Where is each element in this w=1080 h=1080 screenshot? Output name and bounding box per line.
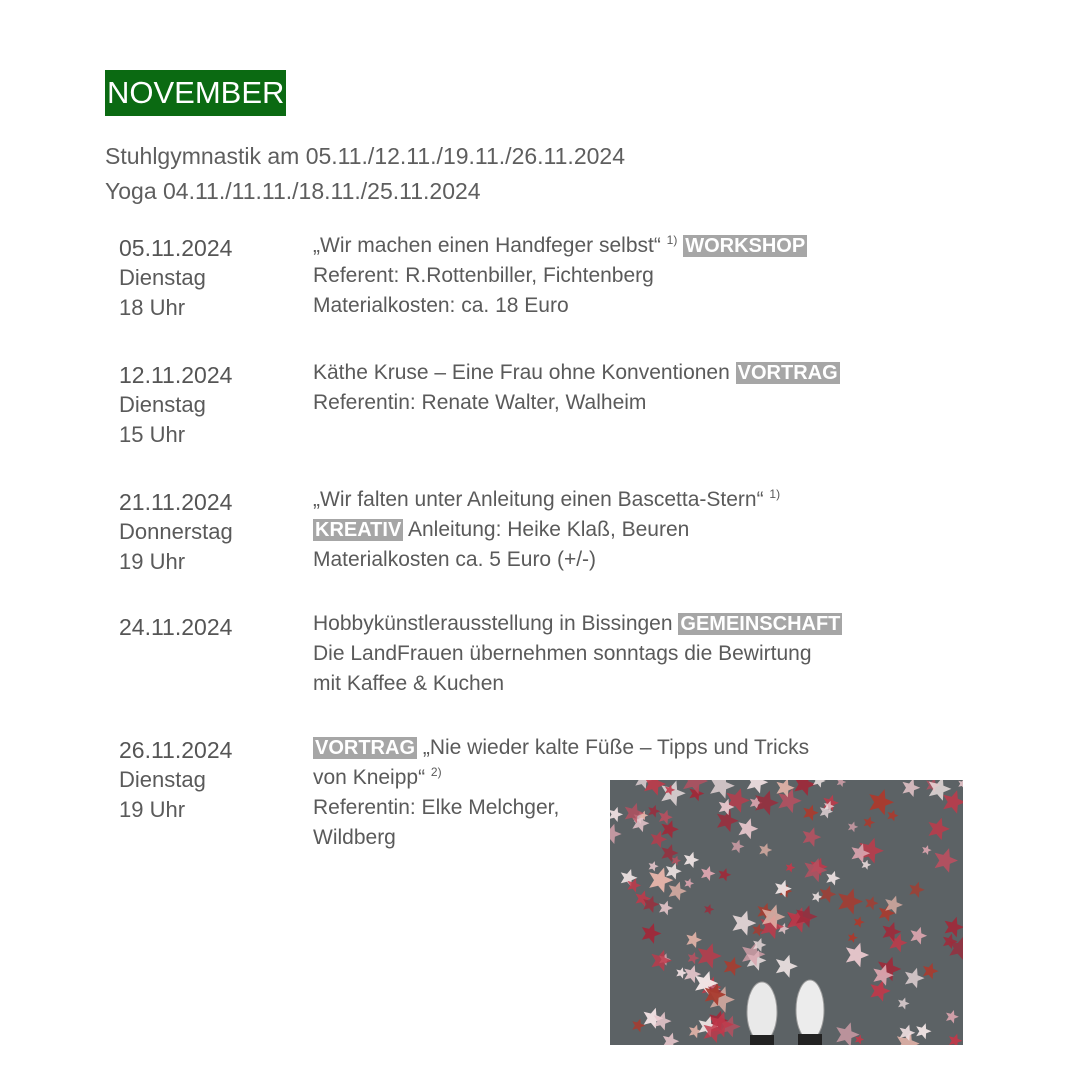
event-description	[313, 358, 840, 418]
left-trouser	[750, 1035, 774, 1045]
event-weekday: Dienstag	[119, 265, 206, 290]
month-heading: NOVEMBER	[105, 70, 286, 116]
event-title: „Nie wieder kalte Füße – Tipps und Tricks	[422, 736, 810, 759]
event-weekday: Donnerstag	[119, 519, 233, 544]
event-title-line	[313, 358, 840, 388]
event-weekday: Dienstag	[119, 767, 206, 792]
event-date: 21.11.2024	[119, 489, 233, 515]
event-referent-line	[313, 515, 780, 545]
event-title-line	[313, 231, 807, 261]
tag-vortrag: VORTRAG	[737, 362, 838, 384]
event-title: „Wir machen einen Handfeger selbst“	[313, 234, 661, 257]
footnote-mark: 1)	[769, 487, 781, 501]
event-referent: Referentin: Renate Walter, Walheim	[313, 391, 647, 414]
event-time: 19 Uhr	[119, 549, 186, 574]
event-date: 24.11.2024	[119, 614, 233, 640]
event-cost: Materialkosten ca. 5 Euro (+/-)	[313, 548, 597, 571]
event-title: „Wir falten unter Anleitung einen Bascetta-Stern“	[313, 488, 764, 511]
event-weekday: Dienstag	[119, 392, 206, 417]
event-description	[313, 485, 780, 575]
event-time: 18 Uhr	[119, 295, 186, 320]
event-referent: Referent: R.Rottenbiller, Fichtenberg	[313, 264, 654, 287]
event-date-block	[119, 233, 232, 323]
right-sneaker	[796, 980, 824, 1040]
event-title-line	[313, 733, 809, 763]
tag-workshop: WORKSHOP	[685, 235, 806, 257]
event-description	[313, 609, 842, 699]
event-time: 19 Uhr	[119, 797, 186, 822]
event-detail: Die LandFrauen übernehmen sonntags die Bewirtung	[313, 642, 812, 665]
event-date-block	[119, 487, 233, 577]
event-date: 05.11.2024	[119, 235, 233, 261]
event-title-end: von Kneipp“	[313, 766, 426, 789]
autumn-leaves-illustration	[610, 780, 963, 1045]
tag-kreativ: KREATIV	[315, 519, 402, 541]
left-sneaker	[747, 982, 777, 1042]
footnote-mark: 2)	[430, 765, 442, 779]
event-date: 26.11.2024	[119, 737, 233, 763]
intro-yoga: Yoga 04.11./11.11./18.11./25.11.2024	[105, 178, 481, 204]
event-date-block	[119, 735, 232, 825]
event-detail: mit Kaffee & Kuchen	[313, 672, 505, 695]
event-referent: Anleitung: Heike Klaß, Beuren	[408, 518, 690, 541]
event-title-line	[313, 485, 780, 515]
intro-stuhlgymnastik: Stuhlgymnastik am 05.11./12.11./19.11./26.11.2024	[105, 143, 625, 169]
event-date-block	[119, 360, 232, 450]
event-date-block	[119, 612, 232, 642]
event-title-line	[313, 609, 842, 639]
event-time: 15 Uhr	[119, 422, 186, 447]
event-referent-place: Wildberg	[313, 826, 396, 849]
event-date: 12.11.2024	[119, 362, 233, 388]
tag-vortrag: VORTRAG	[315, 737, 415, 759]
footnote-mark: 1)	[666, 233, 678, 247]
right-trouser	[798, 1034, 822, 1045]
event-title: Käthe Kruse – Eine Frau ohne Konventionen	[313, 361, 730, 384]
event-referent: Referentin: Elke Melchger,	[313, 796, 560, 819]
autumn-leaves-photo	[610, 780, 963, 1045]
event-title: Hobbykünstlerausstellung in Bissingen	[313, 612, 673, 635]
event-cost: Materialkosten: ca. 18 Euro	[313, 294, 569, 317]
tag-gemeinschaft: GEMEINSCHAFT	[680, 613, 841, 635]
event-description	[313, 231, 807, 321]
